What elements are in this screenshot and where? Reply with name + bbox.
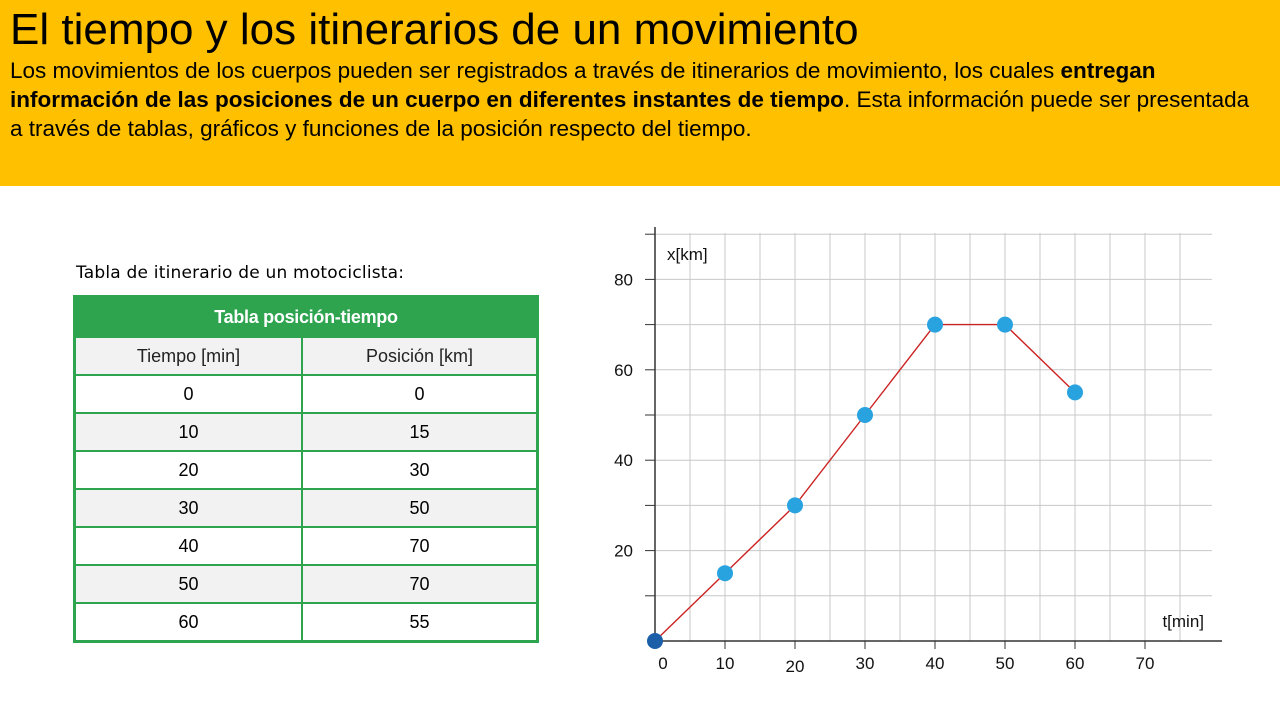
y-tick-label: 80 <box>614 270 633 290</box>
cell-time: 60 <box>75 603 303 642</box>
description-text-2: . Esta información puede ser presentada a través de tablas, gráficos y funciones de la posición respecto del tiempo. <box>10 87 1250 141</box>
page-title: El tiempo y los itinerarios de un movimiento <box>10 5 859 54</box>
x-tick-label: 40 <box>925 654 945 673</box>
y-tick-label: 60 <box>614 360 633 380</box>
x-tick-label: 60 <box>1065 654 1085 673</box>
cell-position: 50 <box>302 489 537 527</box>
table-title: Tabla posición-tiempo <box>75 297 538 338</box>
header-banner <box>0 0 1280 186</box>
table-row <box>75 489 538 527</box>
data-point <box>927 317 943 333</box>
x-tick-label: 70 <box>1135 654 1155 673</box>
x-axis-label: t[min] <box>1162 612 1204 631</box>
cell-time: 50 <box>75 565 303 603</box>
table-row <box>75 413 538 451</box>
cell-time: 20 <box>75 451 303 489</box>
data-point <box>717 565 733 581</box>
column-header-position: Posición [km] <box>302 337 537 375</box>
x-tick-label: 30 <box>855 654 875 673</box>
table-row <box>75 375 538 413</box>
data-point <box>857 407 873 423</box>
cell-time: 10 <box>75 413 303 451</box>
x-tick-label: 10 <box>715 654 735 673</box>
data-point <box>997 317 1013 333</box>
column-header-time: Tiempo [min] <box>75 337 303 375</box>
table-row <box>75 565 538 603</box>
data-point <box>1067 384 1083 400</box>
table-row <box>75 603 538 642</box>
description-bold-text: entregan información de las posiciones de un cuerpo en diferentes instantes de tiempo <box>10 58 1156 112</box>
y-tick-label: 20 <box>614 541 633 561</box>
x-tick-label: 0 <box>658 654 668 673</box>
cell-position: 0 <box>302 375 537 413</box>
cell-position: 55 <box>302 603 537 642</box>
cell-position: 70 <box>302 565 537 603</box>
cell-position: 15 <box>302 413 537 451</box>
cell-time: 40 <box>75 527 303 565</box>
page-description <box>10 56 1266 143</box>
x-tick-label: 50 <box>995 654 1015 673</box>
cell-time: 0 <box>75 375 303 413</box>
data-point <box>787 497 803 513</box>
cell-position: 70 <box>302 527 537 565</box>
position-time-chart <box>590 225 1230 695</box>
y-axis-label: x[km] <box>667 245 708 264</box>
table-row <box>75 451 538 489</box>
x-tick-label: 20 <box>785 657 805 676</box>
table-row <box>75 527 538 565</box>
table-caption: Tabla de itinerario de un motociclista: <box>76 263 405 283</box>
chart-grid <box>655 233 1212 641</box>
data-point-origin <box>647 633 663 649</box>
cell-time: 30 <box>75 489 303 527</box>
cell-position: 30 <box>302 451 537 489</box>
y-tick-label: 40 <box>614 451 633 471</box>
description-text-1: Los movimientos de los cuerpos pueden ser registrados a través de itinerarios de movimiento, los cuales <box>10 58 1061 83</box>
position-time-table <box>73 295 539 643</box>
